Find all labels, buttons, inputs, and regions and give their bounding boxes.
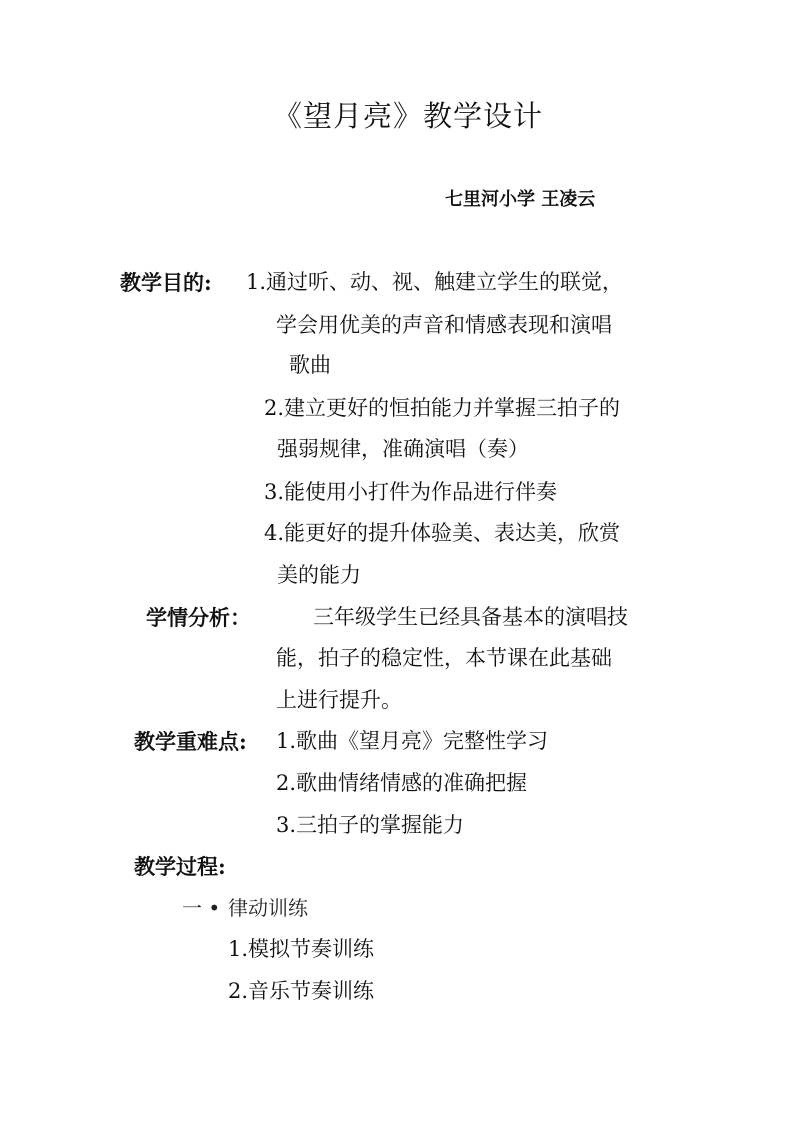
section-title: 律动训练 xyxy=(228,896,308,920)
process-item: 1.模拟节奏训练 xyxy=(228,937,375,961)
key-point-line: 2.歌曲情绪情感的准确把握 xyxy=(276,771,528,795)
objective-line: 强弱规律，准确演唱（奏） xyxy=(277,437,529,461)
objective-line: 4.能更好的提升体验美、表达美，欣赏 xyxy=(264,521,621,545)
process-item: 2.音乐节奏训练 xyxy=(228,979,375,1003)
key-points-label: 教学重难点: xyxy=(134,729,247,754)
process-label: 教学过程: xyxy=(134,854,226,879)
objective-line: 歌曲 xyxy=(289,353,331,377)
analysis-label: 学情分析： xyxy=(146,605,251,630)
analysis-line: 能，拍子的稳定性，本节课在此基础 xyxy=(276,646,612,670)
document-title: 《望月亮》教学设计 xyxy=(273,99,544,133)
objectives-label: 教学目的: xyxy=(120,270,212,295)
key-point-line: 1.歌曲《望月亮》完整性学习 xyxy=(276,729,549,753)
objective-line: 2.建立更好的恒拍能力并掌握三拍子的 xyxy=(264,396,621,420)
author-line: 七里河小学 王凌云 xyxy=(445,189,596,210)
objective-line: 3.能使用小打件为作品进行伴奏 xyxy=(264,480,558,504)
analysis-line: 三年级学生已经具备基本的演唱技 xyxy=(313,605,628,629)
objective-line: 学会用优美的声音和情感表现和演唱 xyxy=(276,313,612,337)
section-marker: 一 • xyxy=(182,896,221,920)
objective-line: 1.通过听、动、视、触建立学生的联觉， xyxy=(246,270,624,294)
analysis-line: 上进行提升。 xyxy=(276,688,402,712)
objective-line: 美的能力 xyxy=(277,563,361,587)
key-point-line: 3.三拍子的掌握能力 xyxy=(276,813,465,837)
